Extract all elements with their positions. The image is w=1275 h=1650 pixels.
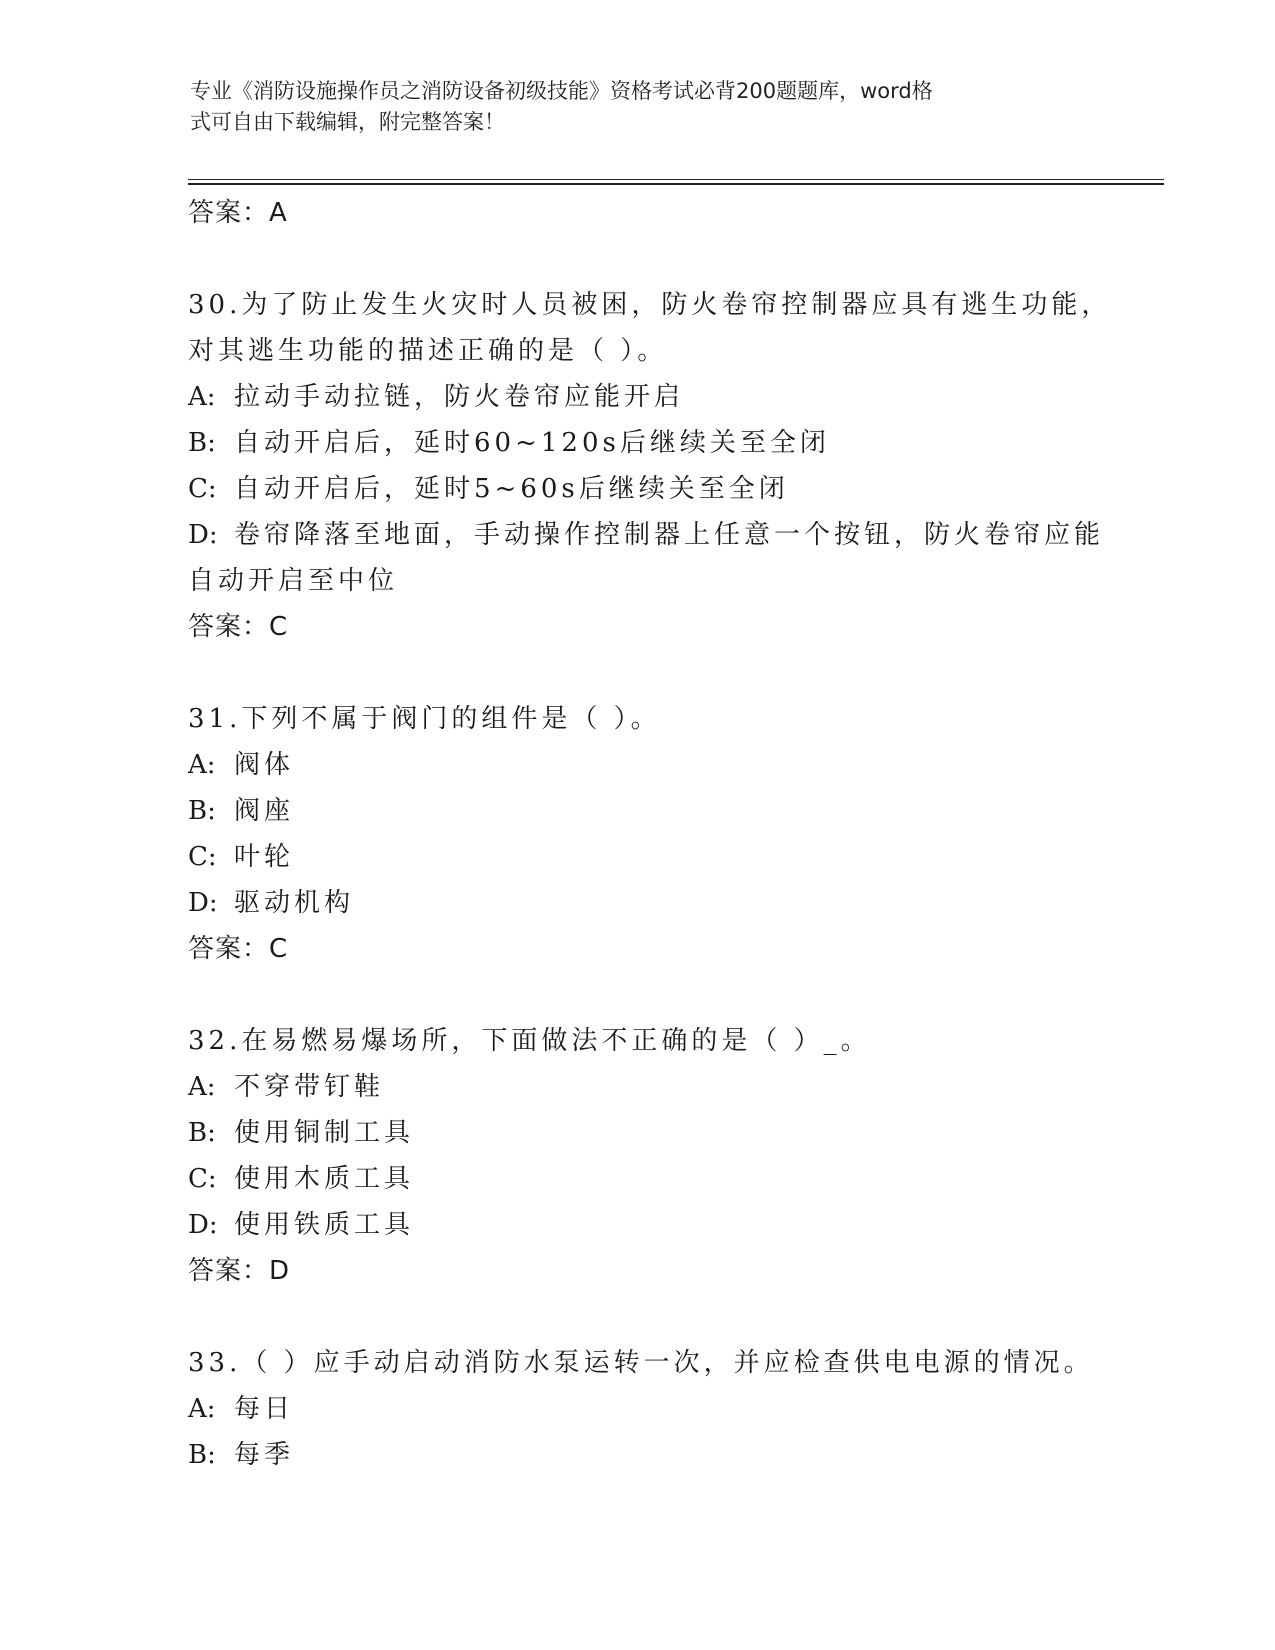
option-line [188, 788, 1088, 834]
option-letter: A: [188, 382, 216, 412]
option-letter: B: [188, 796, 216, 826]
option-line [188, 1110, 1088, 1156]
answer-line: 答案：A [188, 198, 288, 228]
question-block [188, 1340, 1094, 1478]
option-line [188, 374, 1088, 420]
answer-line: 答案：D [188, 1256, 291, 1286]
option-text: 阀体 [234, 750, 295, 780]
question-block [188, 696, 1088, 972]
question-block [188, 282, 1112, 650]
option-letter: A: [188, 1394, 216, 1424]
option-continuation: 自动开启至中位 [188, 566, 399, 596]
header-line-2: 式可自由下载编辑，附完整答案！ [190, 110, 505, 134]
question-stem: 31.下列不属于阀门的组件是（ ）。 [188, 704, 661, 734]
option-line [188, 742, 1088, 788]
option-text: 驱动机构 [234, 888, 355, 918]
option-letter: B: [188, 428, 216, 458]
question-stem: 32.在易燃易爆场所，下面做法不正确的是（ ）_。 [188, 1026, 871, 1056]
option-letter: C: [188, 1164, 217, 1194]
header-divider-thin [188, 179, 1164, 180]
option-line [188, 1064, 1088, 1110]
document-header [190, 76, 1090, 138]
option-text: 叶轮 [234, 842, 295, 872]
option-text: 卷帘降落至地面，手动操作控制器上任意一个按钮，防火卷帘应能 [234, 520, 1105, 550]
question-stem: 对其逃生功能的描述正确的是（ ）。 [188, 336, 668, 366]
header-line-1: 专业《消防设施操作员之消防设备初级技能》资格考试必背200题题库，word格 [190, 79, 933, 103]
option-text: 使用木质工具 [234, 1164, 415, 1194]
option-text: 自动开启后，延时60~120s后继续关至全闭 [234, 428, 830, 458]
header-divider-thick [188, 183, 1164, 185]
option-line [188, 466, 1088, 512]
option-text: 阀座 [234, 796, 295, 826]
option-line [188, 880, 1088, 926]
option-text: 拉动手动拉链，防火卷帘应能开启 [234, 382, 685, 412]
option-letter: D: [188, 888, 218, 918]
option-letter: A: [188, 1072, 216, 1102]
option-letter: B: [188, 1440, 216, 1470]
option-line [188, 1432, 1088, 1478]
answer-line: 答案：C [188, 612, 289, 642]
option-line [188, 1386, 1088, 1432]
option-text: 不穿带钉鞋 [234, 1072, 385, 1102]
option-line [188, 420, 1088, 466]
questions-container [188, 282, 1112, 1478]
option-letter: C: [188, 474, 217, 504]
option-letter: B: [188, 1118, 216, 1148]
option-text: 使用铁质工具 [234, 1210, 415, 1240]
option-letter: C: [188, 842, 217, 872]
option-letter: D: [188, 520, 218, 550]
option-line [188, 512, 1105, 558]
answer-line: 答案：C [188, 934, 289, 964]
question-list [188, 190, 1112, 1524]
option-line [188, 834, 1088, 880]
question-stem: 33.（ ）应手动启动消防水泵运转一次，并应检查供电电源的情况。 [188, 1348, 1094, 1378]
option-text: 每日 [234, 1394, 295, 1424]
option-text: 自动开启后，延时5~60s后继续关至全闭 [234, 474, 789, 504]
question-stem: 30.为了防止发生火灾时人员被困，防火卷帘控制器应具有逃生功能， [188, 290, 1112, 320]
option-text: 每季 [234, 1440, 295, 1470]
option-letter: D: [188, 1210, 218, 1240]
option-text: 使用铜制工具 [234, 1118, 415, 1148]
option-line [188, 1156, 1088, 1202]
option-letter: A: [188, 750, 216, 780]
option-line [188, 1202, 1088, 1248]
question-block [188, 1018, 1088, 1294]
